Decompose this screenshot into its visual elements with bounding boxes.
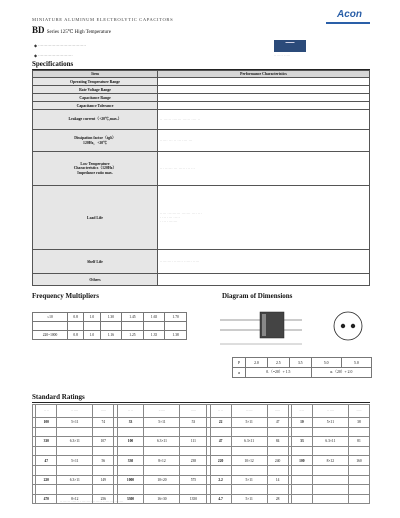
section-frequency: Frequency Multipliers [32, 292, 99, 300]
logo-underline [326, 22, 370, 24]
capacitor-diagram [200, 302, 372, 354]
spec-col-performance: Performance Characteristics [158, 71, 370, 78]
section-dimensions: Diagram of Dimensions [222, 292, 293, 300]
spec-value: ··· ······ ··· ····· ··· ··· [158, 152, 370, 186]
spec-row-label: Low Temperature Characteristics（120Hz） Impedance ratio max. [33, 152, 158, 186]
spec-row-label: Operating Temperature Range [33, 78, 158, 86]
table-row: ≤10 0.8 1.0 1.30 1.45 1.65 1.70 [33, 313, 187, 322]
series-subtitle: Series 125℃ High Temperature [46, 30, 111, 35]
spec-value [158, 94, 370, 102]
product-image: ▬▬▬ [274, 40, 306, 52]
spec-row-label: Load Life [33, 186, 158, 250]
brand-logo: Acon [337, 9, 362, 20]
spec-value [158, 102, 370, 110]
table-row: 100 5×11 74 33 5×11 53 22 5×11 47 10 5×11 38 [33, 418, 370, 428]
spec-value: ·········· ······· ······ ····· [158, 250, 370, 274]
spec-value [158, 274, 370, 286]
product-image-caption: ······· ····· [274, 54, 291, 58]
frequency-table [32, 304, 187, 340]
series-code: BD [32, 25, 45, 35]
table-row: 220~1000 0.8 1.0 1.16 1.25 1.35 1.38 [33, 331, 187, 340]
spec-value: ····· ·········· ······· ···· ··· · ··· ···· ····· · ··· ········ [158, 186, 370, 250]
spec-col-item: Item [33, 71, 158, 78]
spec-value: ······ ··· ·· ··· ···· ··· [158, 130, 370, 152]
spec-row-label: Others [33, 274, 158, 286]
spec-row-label: Shelf Life [33, 250, 158, 274]
header-line: MINIATURE ALUMINUM ELECTROLYTIC CAPACITORS [32, 17, 174, 22]
dimension-table [232, 357, 372, 378]
spec-row-label: Capacitance Tolerance [33, 102, 158, 110]
feature-bullet-2: ◆ ·························· [34, 53, 73, 58]
section-rule [32, 402, 370, 403]
table-row: 220 6.3×11 149 1000 10×20 575 2.2 5×11 14 [33, 475, 370, 485]
feature-bullet-1: ◆ ···································· [34, 43, 87, 48]
spec-value [158, 78, 370, 86]
table-row: 470 8×12 256 3300 16×30 1350 4.7 5×11 28 [33, 494, 370, 504]
ratings-table: ·· ·· ·· ···· ····· ·· ·· ·· ···· ····· ·· ·· ·· ···· ····· ·· ·· ·· ···· ····· 100 5×11 74 33 5×11 53 22 5×11 47 10 5×11 38 330 6.3×11 107 100 6.3×11 111 47 6.3×11 84 33 6.3×11 81 47 5×11 56 330 8×12 238 220 10×12 240 100 8×12 160 220 6.3×11 149 1000 10×20 575 2.2 5×11 14 470 8×12 256 3300 16×30 1350 4.7 5×11 28 [32, 404, 370, 504]
table-row: P 2.0 2.5 3.5 5.0 5.0 [233, 358, 372, 368]
spec-table [32, 70, 370, 286]
spec-value: ·· ······ ······· ······ ···· ·· [158, 110, 370, 130]
spec-row-label: Leakage current（+20℃,max.） [33, 110, 158, 130]
spec-row-label: Dissipation factor（tgδ） 120Hz，+20℃ [33, 130, 158, 152]
spec-row-label: Rate Voltage Range [33, 86, 158, 94]
spec-value [158, 86, 370, 94]
section-ratings: Standard Ratings [32, 393, 85, 401]
table-row: α 0.（=20）+ 1.5 α.（20）+ 2.0 [233, 368, 372, 378]
table-row: 47 5×11 56 330 8×12 238 220 10×12 240 100 8×12 160 [33, 456, 370, 466]
section-specifications: Specifications [32, 60, 74, 68]
series-title [32, 25, 111, 35]
footer-note: ········ ······ ········· ······· ········ ······· [60, 500, 124, 504]
table-row: 330 6.3×11 107 100 6.3×11 111 47 6.3×11 84 33 6.3×11 81 [33, 437, 370, 447]
spec-row-label: Capacitance Range [33, 94, 158, 102]
